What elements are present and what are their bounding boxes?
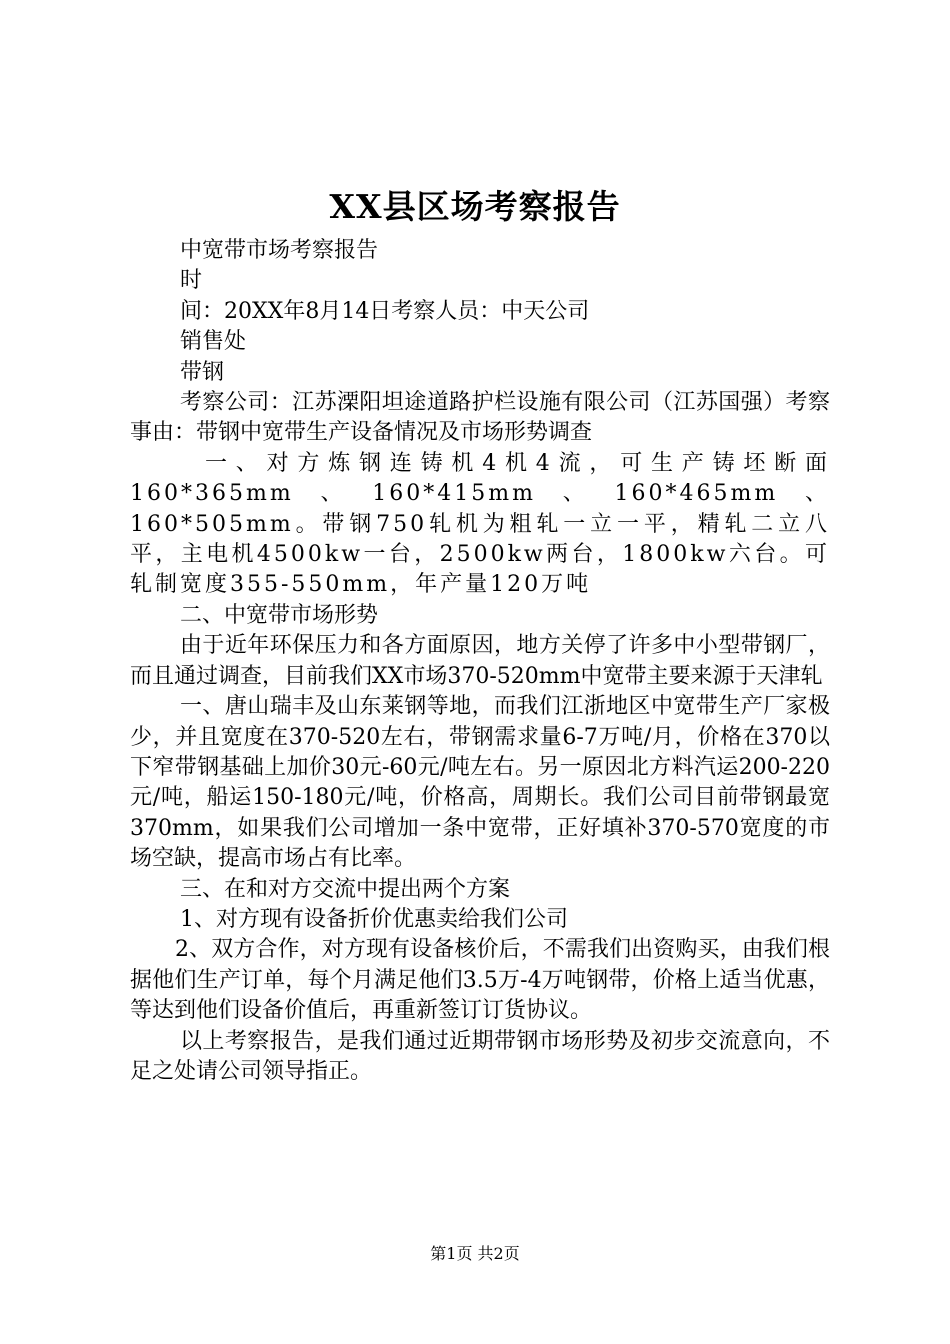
line-sales-dept: 销售处	[180, 329, 247, 355]
paragraph-conclusion: 以上考察报告，是我们通过近期带钢市场形势及初步交流意向，不足之处请公司领导指正。	[130, 1028, 830, 1084]
line-subtitle: 中宽带市场考察报告	[180, 238, 379, 263]
heading-section-3: 三、在和对方交流中提出两个方案	[180, 876, 511, 902]
document-title: XX县区场考察报告	[329, 187, 621, 226]
heading-section-2: 二、中宽带市场形势	[180, 602, 379, 628]
paragraph-plan-2: 2、双方合作，对方现有设备核价后，不需我们出资购买，由我们根据他们生产订单，每个月满足他们3.5万-4万吨钢带，价格上适当优惠，等达到他们设备价值后，再重新签订订货协议。	[130, 937, 830, 1024]
paragraph-company-reason: 考察公司：江苏溧阳坦途道路护栏设施有限公司（江苏国强）考察事由：带钢中宽带生产设备情况及市场形势调查	[130, 390, 830, 446]
line-date-inspectors: 间：20XX年8月14日考察人员：中天公司	[180, 298, 590, 324]
paragraph-plan-1: 1、对方现有设备折价优惠卖给我们公司	[180, 906, 568, 932]
paragraph-section-1-equipment: 一、对方炼钢连铸机4机4流，可生产铸坯断面160*365mm、160*415mm、160*465mm、160*505mm。带钢750轧机为粗轧一立一平，精轧二立八平，主电机4500kw一台，2500kw两台，1800kw六台。可轧制宽度355-550mm，年产量120万吨	[130, 450, 830, 598]
line-time-label: 时	[180, 268, 203, 294]
line-strip-steel: 带钢	[180, 359, 225, 385]
page-footer: 第1页 共2页	[430, 1244, 520, 1263]
document-body	[130, 236, 830, 1087]
paragraph-market-details: 一、唐山瑞丰及山东莱钢等地，而我们江浙地区中宽带生产厂家极少，并且宽度在370-520左右，带钢需求量6-7万吨/月，价格在370以下窄带钢基础上加价30元-60元/吨左右。另一原因北方料汽运200-220元/吨，船运150-180元/吨，价格高，周期长。我们公司目前带钢最宽370mm，如果我们公司增加一条中宽带，正好填补370-570宽度的市场空缺，提高市场占有比率。	[130, 694, 830, 872]
paragraph-market-situation: 由于近年环保压力和各方面原因，地方关停了许多中小型带钢厂，而且通过调查，目前我们XX市场370-520mm中宽带主要来源于天津轧	[130, 633, 830, 689]
